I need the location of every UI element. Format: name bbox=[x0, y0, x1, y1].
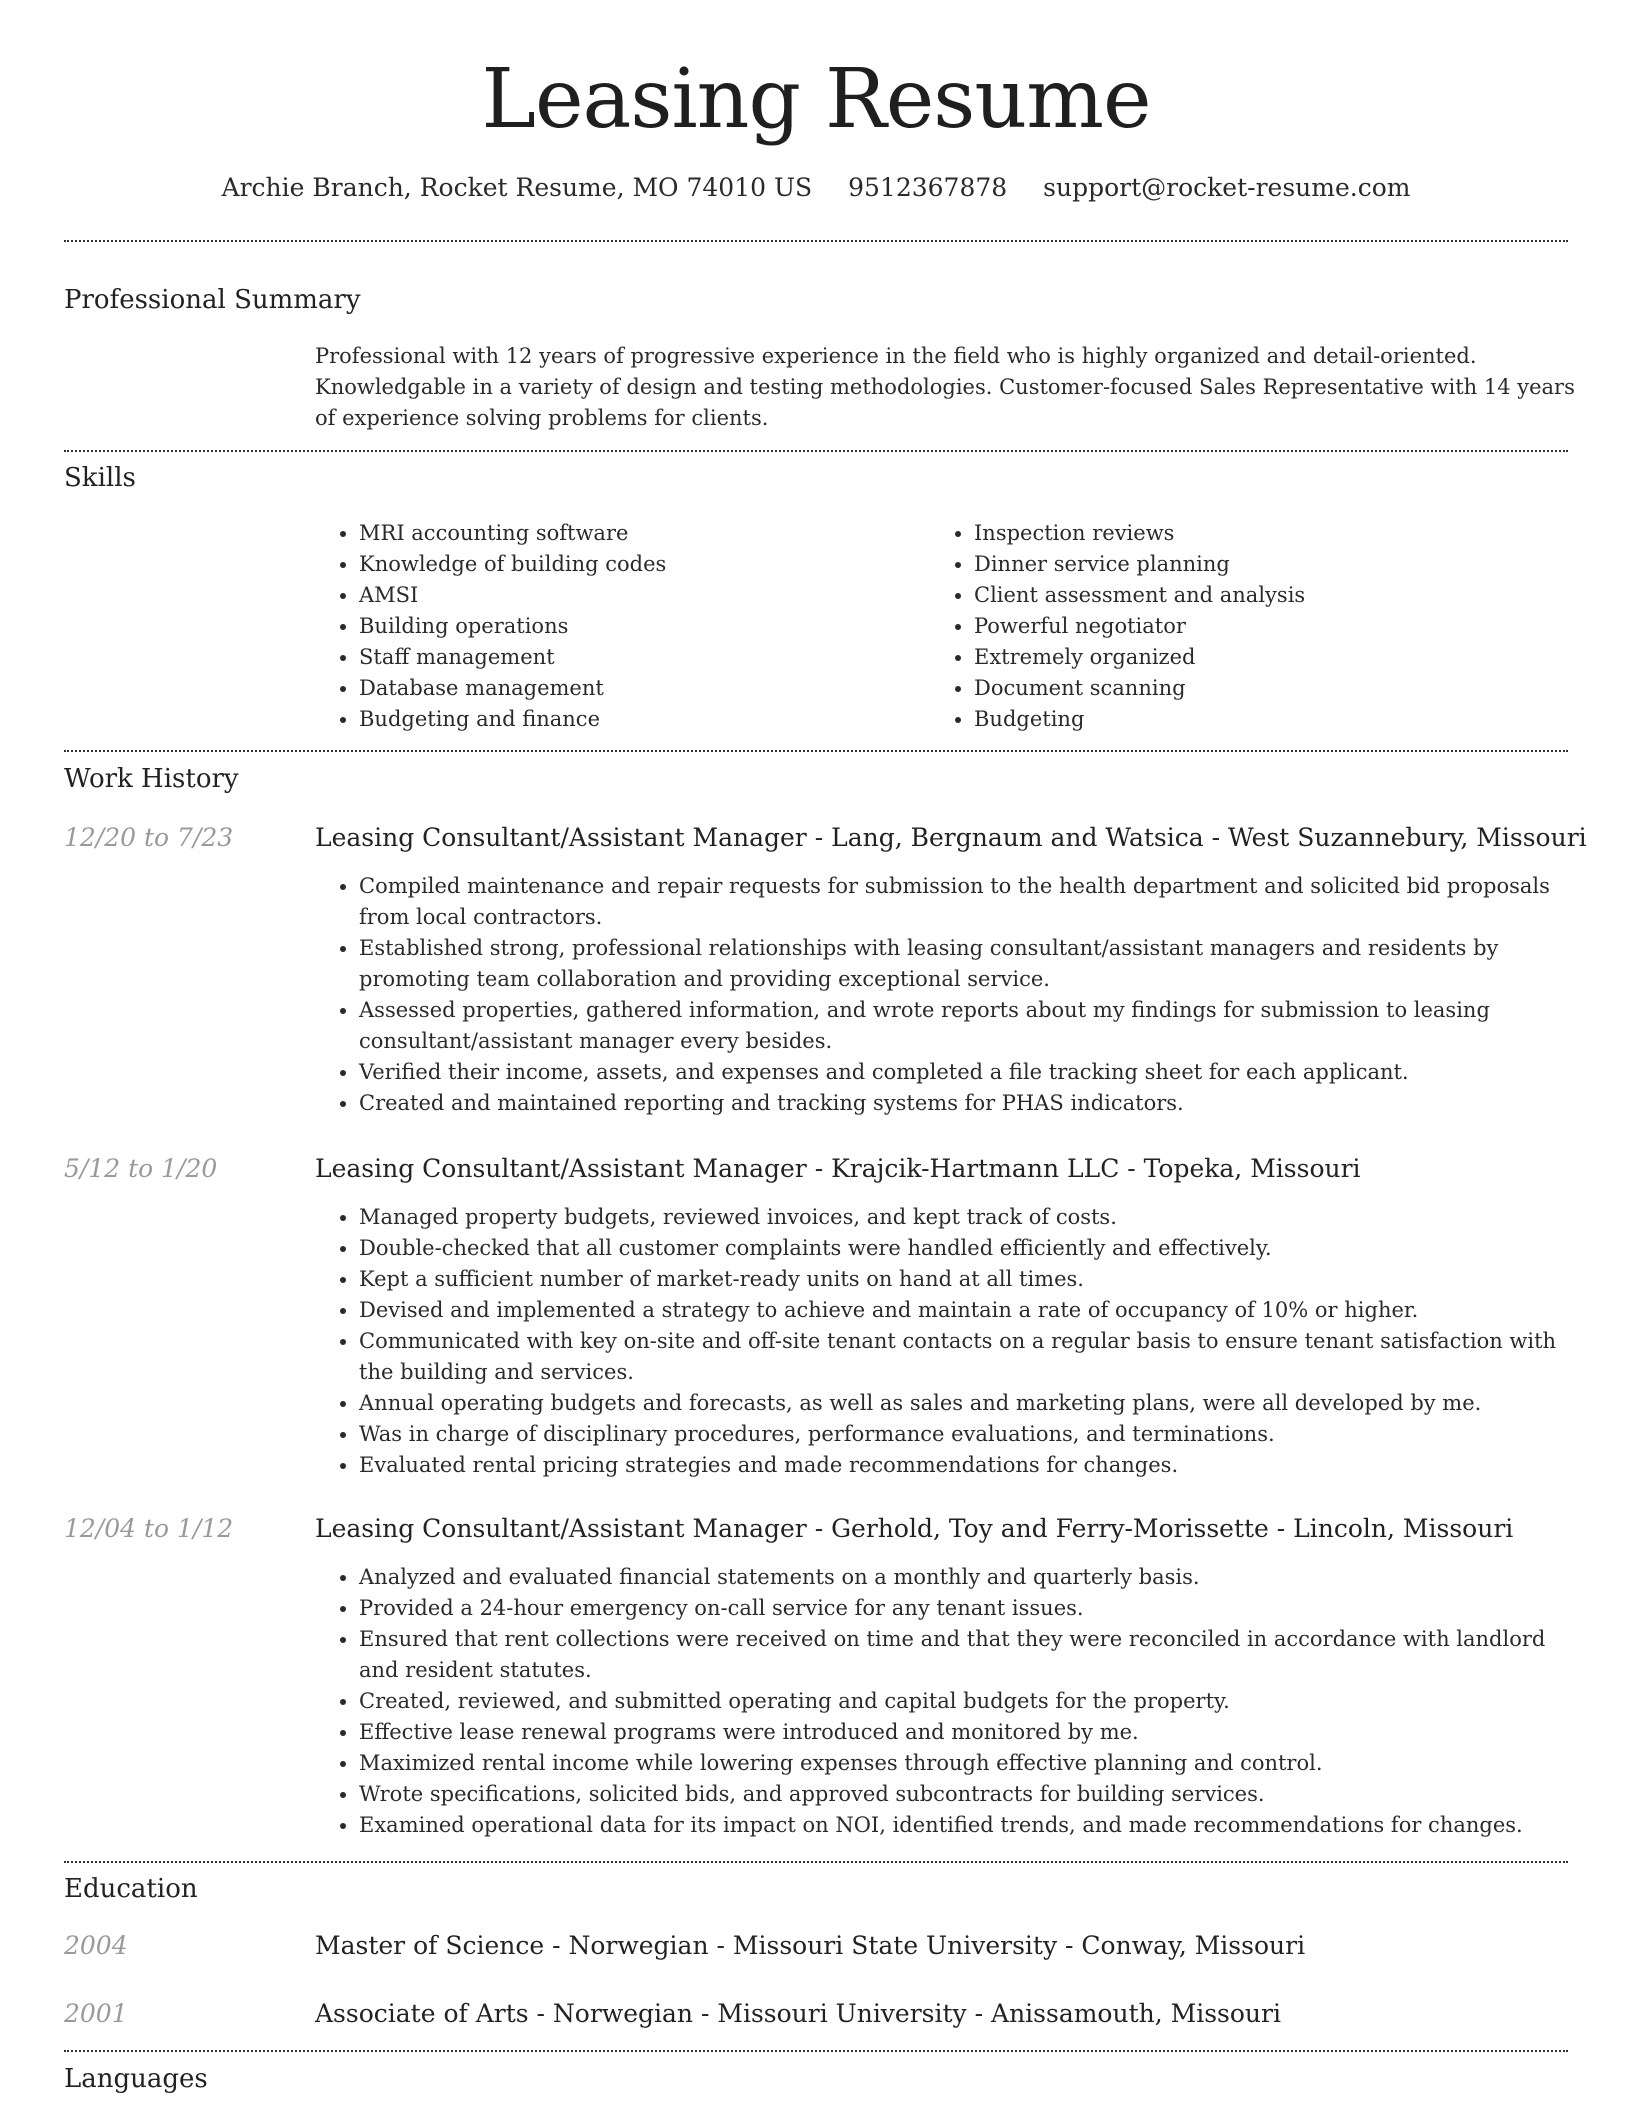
skill-item: • Dinner service planning bbox=[974, 549, 1530, 580]
job-bullet: • Compiled maintenance and repair requests for submission to the health department and solicited bid proposals from local contractors. bbox=[359, 871, 1575, 933]
skills-column-right bbox=[930, 518, 1530, 735]
job-bullet: • Devised and implemented a strategy to achieve and maintain a rate of occupancy of 10% or higher. bbox=[359, 1295, 1575, 1326]
job-bullets bbox=[315, 871, 1575, 1119]
section-divider bbox=[64, 2050, 1568, 2052]
job-dates: 12/04 to 1/12 bbox=[64, 1514, 234, 1543]
job-bullet: • Effective lease renewal programs were introduced and monitored by me. bbox=[359, 1717, 1575, 1748]
section-divider bbox=[64, 240, 1568, 242]
job-dates: 12/20 to 7/23 bbox=[64, 823, 234, 852]
education-heading: Education bbox=[64, 1874, 198, 1904]
job-bullet: • Created and maintained reporting and tracking systems for PHAS indicators. bbox=[359, 1088, 1575, 1119]
summary-text: Professional with 12 years of progressive experience in the field who is highly organized and detail-oriented. Knowledgable in a variety of design and testing methodologies. Customer-focused Sales Representative with 14 years of experience solving problems for clients. bbox=[315, 344, 1575, 430]
contact-phone: 9512367878 bbox=[848, 173, 1008, 202]
job-bullet: • Kept a sufficient number of market-ready units on hand at all times. bbox=[359, 1264, 1575, 1295]
skill-item: • Budgeting bbox=[974, 704, 1530, 735]
job-bullet: • Ensured that rent collections were received on time and that they were reconciled in accordance with landlord and resident statutes. bbox=[359, 1624, 1575, 1686]
job-bullet: • Wrote specifications, solicited bids, and approved subcontracts for building services. bbox=[359, 1779, 1575, 1810]
job-bullet: • Managed property budgets, reviewed invoices, and kept track of costs. bbox=[359, 1202, 1575, 1233]
skill-item: • Staff management bbox=[359, 642, 915, 673]
education-title: Associate of Arts - Norwegian - Missouri University - Anissamouth, Missouri bbox=[315, 1999, 1281, 2028]
job-bullet: • Created, reviewed, and submitted operating and capital budgets for the property. bbox=[359, 1686, 1575, 1717]
skill-item: • Client assessment and analysis bbox=[974, 580, 1530, 611]
education-year: 2004 bbox=[64, 1931, 128, 1960]
skills-column-left bbox=[315, 518, 915, 735]
skill-item: • Building operations bbox=[359, 611, 915, 642]
contact-address: Archie Branch, Rocket Resume, MO 74010 US bbox=[221, 173, 813, 202]
section-divider bbox=[64, 1861, 1568, 1863]
section-divider bbox=[64, 750, 1568, 752]
skill-item: • Document scanning bbox=[974, 673, 1530, 704]
skill-item: • MRI accounting software bbox=[359, 518, 915, 549]
resume-title: Leasing Resume bbox=[481, 52, 1151, 147]
job-dates: 5/12 to 1/20 bbox=[64, 1154, 218, 1183]
job-bullet: • Verified their income, assets, and expenses and completed a file tracking sheet for each applicant. bbox=[359, 1057, 1575, 1088]
job-bullet: • Assessed properties, gathered information, and wrote reports about my findings for submission to leasing consultant/assistant manager every besides. bbox=[359, 995, 1575, 1057]
skill-item: • Knowledge of building codes bbox=[359, 549, 915, 580]
skill-item: • AMSI bbox=[359, 580, 915, 611]
skills-heading: Skills bbox=[64, 463, 136, 493]
job-title: Leasing Consultant/Assistant Manager - Krajcik-Hartmann LLC - Topeka, Missouri bbox=[315, 1154, 1361, 1183]
job-bullet: • Double-checked that all customer complaints were handled efficiently and effectively. bbox=[359, 1233, 1575, 1264]
job-bullet: • Provided a 24-hour emergency on-call service for any tenant issues. bbox=[359, 1593, 1575, 1624]
education-title: Master of Science - Norwegian - Missouri State University - Conway, Missouri bbox=[315, 1931, 1306, 1960]
contact-line bbox=[0, 172, 1632, 204]
skill-item: • Extremely organized bbox=[974, 642, 1530, 673]
section-divider bbox=[64, 450, 1568, 452]
job-bullets bbox=[315, 1202, 1575, 1481]
contact-email: support@rocket-resume.com bbox=[1043, 173, 1411, 202]
skill-item: • Powerful negotiator bbox=[974, 611, 1530, 642]
job-bullets bbox=[315, 1562, 1575, 1841]
skill-item: • Budgeting and finance bbox=[359, 704, 915, 735]
job-bullet: • Communicated with key on-site and off-site tenant contacts on a regular basis to ensure tenant satisfaction with the building and services. bbox=[359, 1326, 1575, 1388]
job-bullet: • Annual operating budgets and forecasts, as well as sales and marketing plans, were all developed by me. bbox=[359, 1388, 1575, 1419]
skill-item: • Database management bbox=[359, 673, 915, 704]
summary-heading: Professional Summary bbox=[64, 285, 361, 315]
job-title: Leasing Consultant/Assistant Manager - Lang, Bergnaum and Watsica - West Suzannebury, Missouri bbox=[315, 823, 1587, 852]
job-bullet: • Established strong, professional relationships with leasing consultant/assistant managers and residents by promoting team collaboration and providing exceptional service. bbox=[359, 933, 1575, 995]
languages-heading: Languages bbox=[64, 2064, 208, 2094]
job-title: Leasing Consultant/Assistant Manager - Gerhold, Toy and Ferry-Morissette - Lincoln, Missouri bbox=[315, 1514, 1514, 1543]
job-bullet: • Evaluated rental pricing strategies and made recommendations for changes. bbox=[359, 1450, 1575, 1481]
job-bullet: • Maximized rental income while lowering expenses through effective planning and control. bbox=[359, 1748, 1575, 1779]
skill-item: • Inspection reviews bbox=[974, 518, 1530, 549]
job-bullet: • Examined operational data for its impact on NOI, identified trends, and made recommendations for changes. bbox=[359, 1810, 1575, 1841]
work-heading: Work History bbox=[64, 764, 239, 794]
education-year: 2001 bbox=[64, 1999, 128, 2028]
job-bullet: • Analyzed and evaluated financial statements on a monthly and quarterly basis. bbox=[359, 1562, 1575, 1593]
job-bullet: • Was in charge of disciplinary procedures, performance evaluations, and terminations. bbox=[359, 1419, 1575, 1450]
